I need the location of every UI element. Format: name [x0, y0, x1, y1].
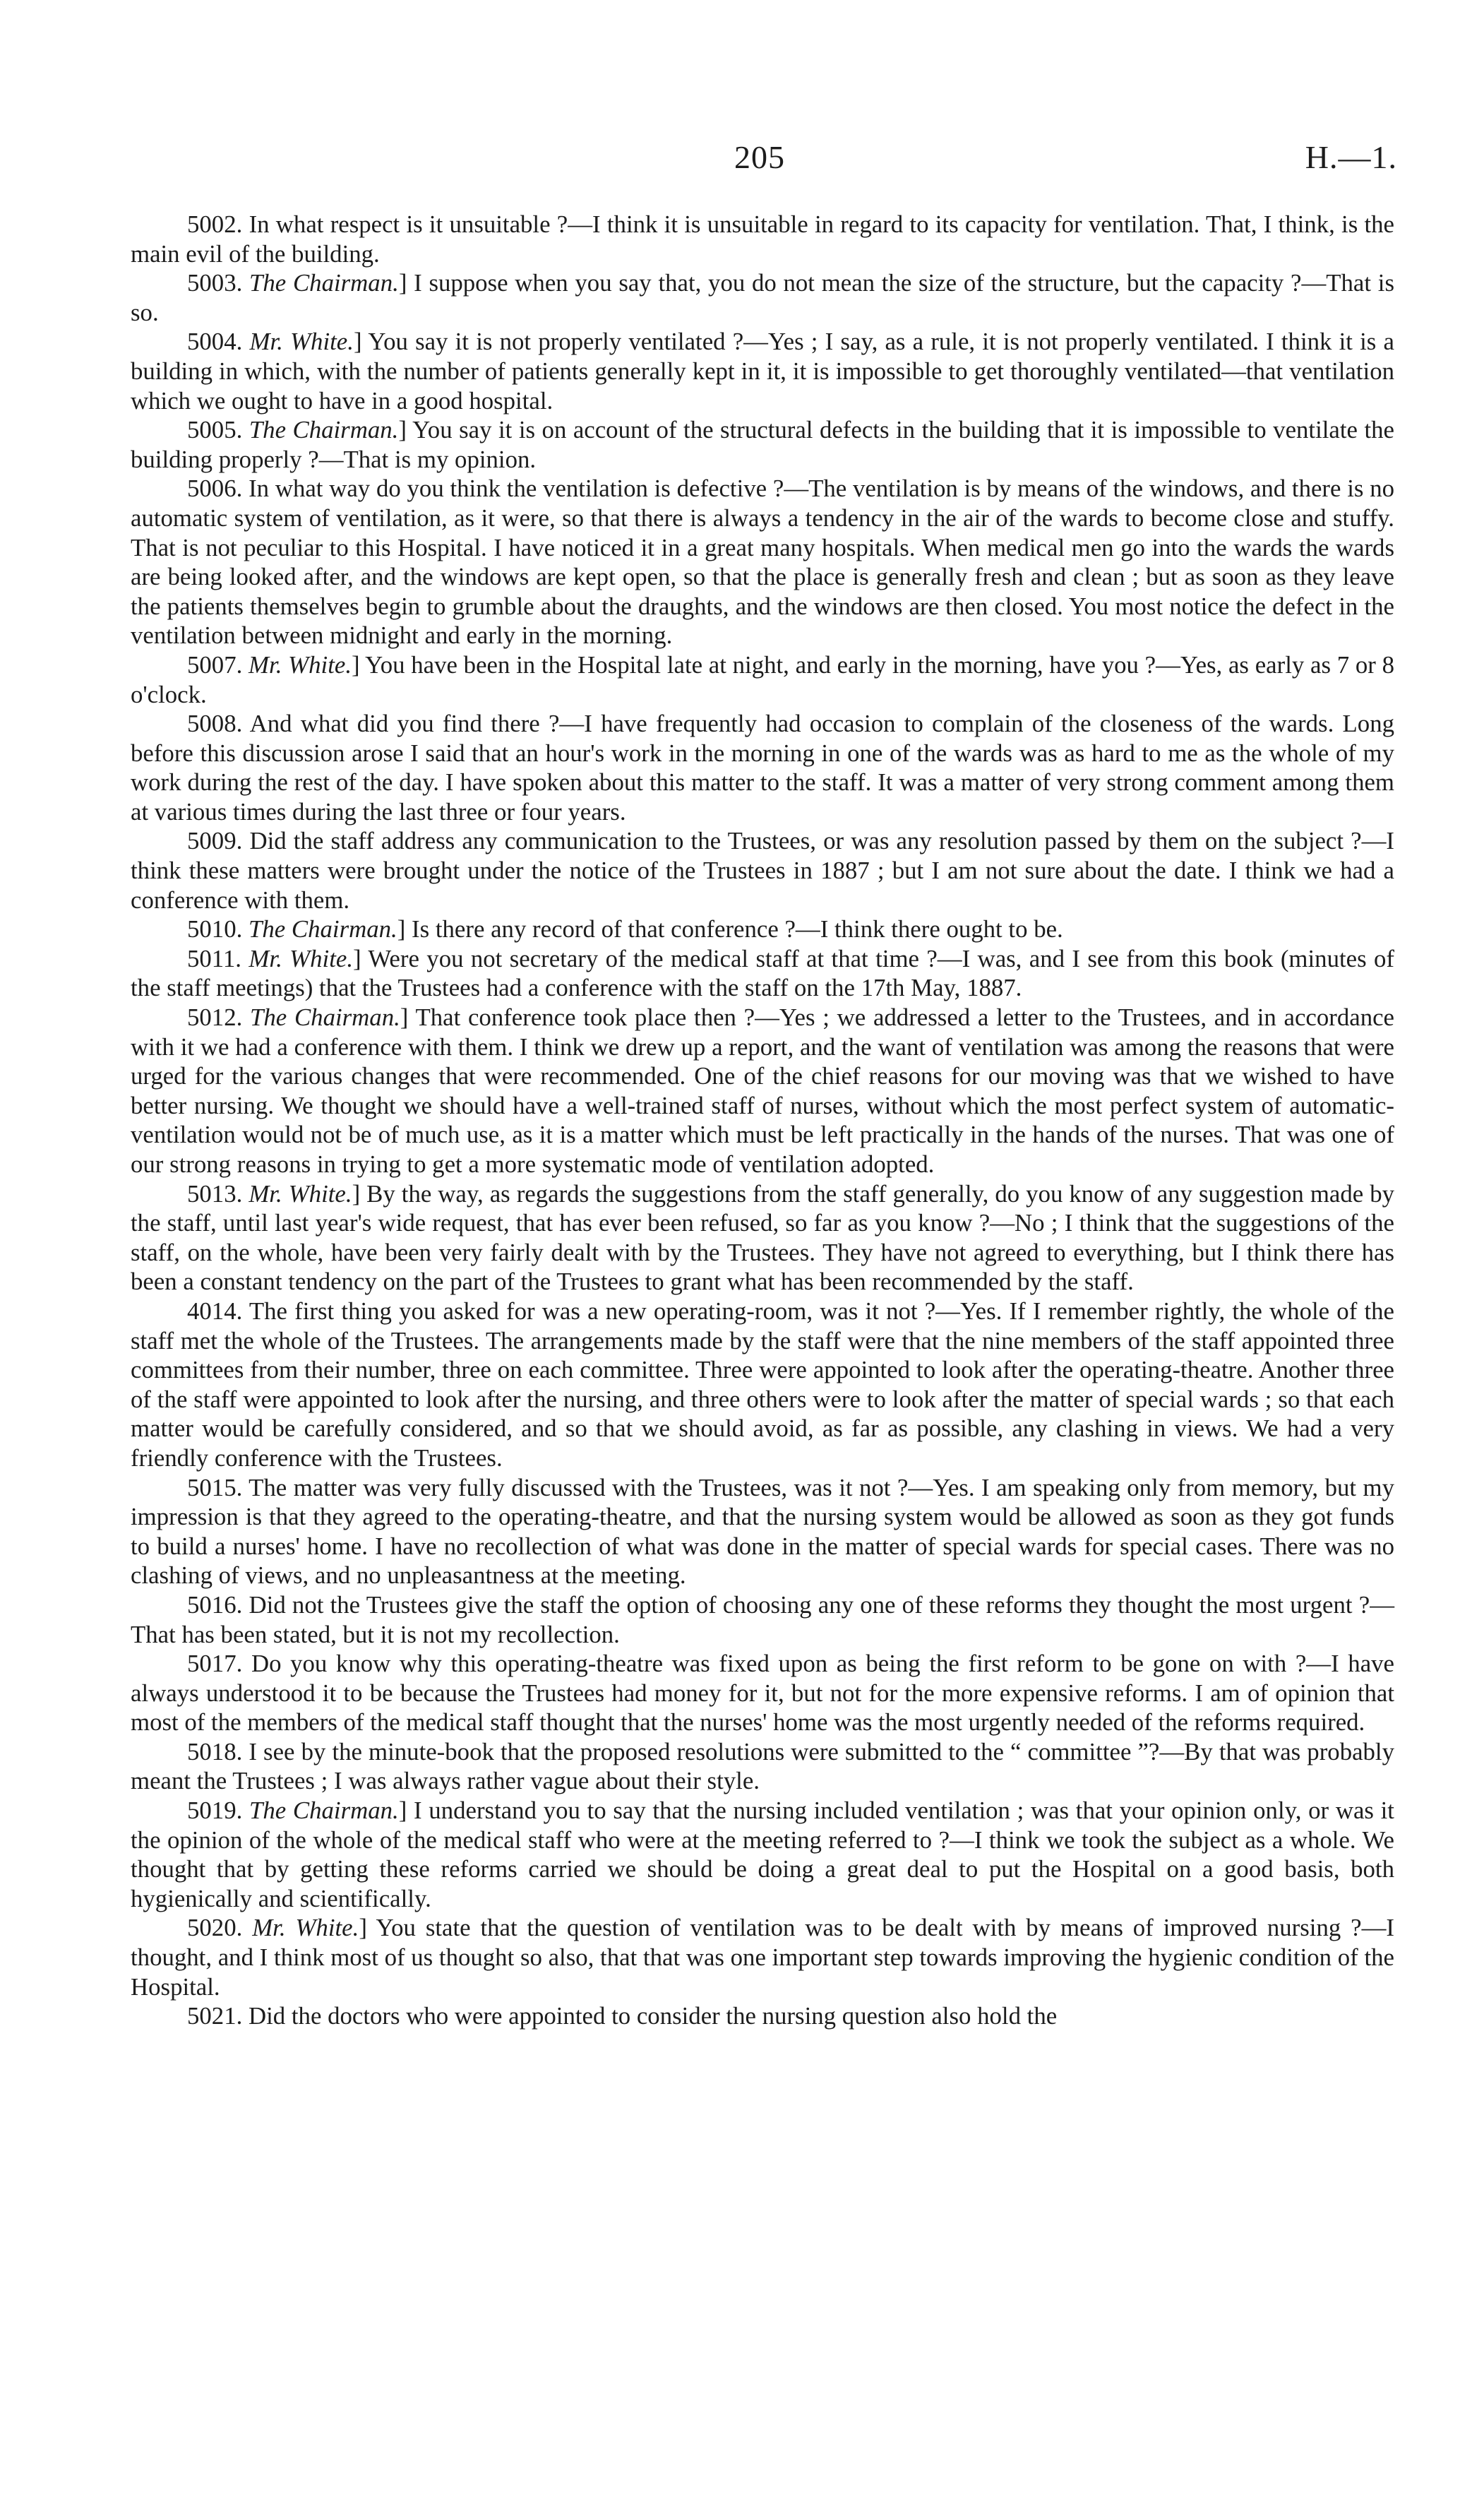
speaker-name: The Chairman.	[249, 416, 399, 444]
testimony-paragraph	[131, 826, 1394, 915]
question-number: 5021.	[187, 2002, 243, 2030]
testimony-paragraph	[131, 268, 1394, 327]
testimony-paragraph	[131, 210, 1394, 268]
testimony-paragraph	[131, 327, 1394, 415]
document-reference: H.—1.	[1305, 139, 1397, 175]
testimony-paragraph	[131, 944, 1394, 1003]
question-number: 5006.	[187, 475, 243, 503]
paragraph-text: The matter was very fully discussed with the Trustees, was it not ?—Yes. I am speaking only from memory, but my impression is that they agreed to the operating-theatre, and that the nursing system would be allowed as soon as they got funds to build a nurses' home. I have no recollection of what was done in the matter of special wards for special cases. There was no clashing of views, and no unpleasantness at the meeting.	[131, 1473, 1394, 1590]
speaker-name: Mr. White.	[249, 650, 352, 679]
question-number: 5017.	[187, 1650, 243, 1678]
paragraph-text: ] You say it is on account of the structural defects in the building that it is impossible to ventilate the building properly ?—That is my opinion.	[131, 416, 1394, 473]
paragraph-text: The first thing you asked for was a new operating-room, was it not ?—Yes. If I remember rightly, the whole of the staff met the whole of the Trustees. The arrangements made by the staff were that the nine members of the staff appointed three committees from their number, three on each committee. Three were appointed to look after the operating-theatre. Another three of the staff were appointed to look after the nursing, and three others were to look after the matter of special wards ; so that each matter would be carefully considered, and so that we should avoid, as far as possible, any clashing in views. We had a very friendly conference with the Trustees.	[131, 1297, 1394, 1472]
testimony-paragraph	[131, 709, 1394, 826]
question-number: 5016.	[187, 1590, 243, 1619]
testimony-paragraph	[131, 1649, 1394, 1737]
question-number: 5005.	[187, 416, 243, 444]
paragraph-text: ] Were you not secretary of the medical staff at that time ?—I was, and I see from this book (minutes of the staff meetings) that the Trustees had a conference with the staff on the 17th May, 1887.	[131, 944, 1394, 1002]
paragraph-text: ] I understand you to say that the nursing included ventilation ; was that your opinion only, or was it the opinion of the whole of the medical staff who were at the meeting referred to ?—I think we took the subject as a whole. We thought that by getting these reforms carried we should be doing a great deal to put the Hospital on a good basis, both hygienically and scientifically.	[131, 1797, 1394, 1912]
question-number: 5009.	[187, 827, 243, 855]
paragraph-text: In what way do you think the ventilation is defective ?—The ventilation is by means of the windows, and there is no automatic system of ventilation, as it were, so that there is always a tendency in the air of the wards to become close and stuffy. That is not peculiar to this Hospital. I have noticed it in a great many hospitals. When medical men go into the wards the wards are being looked after, and the windows are kept open, so that the place is generally fresh and clean ; but as soon as they leave the patients themselves begin to grumble about the draughts, and the windows are then closed. You most notice the defect in the ventilation between midnight and early in the morning.	[131, 475, 1394, 650]
testimony-paragraph	[131, 474, 1394, 650]
testimony-paragraph	[131, 1003, 1394, 1179]
testimony-paragraph	[131, 650, 1394, 709]
question-number: 5018.	[187, 1737, 243, 1765]
question-number: 5010.	[187, 915, 243, 943]
speaker-name: Mr. White.	[252, 1914, 359, 1942]
testimony-paragraph	[131, 1913, 1394, 2001]
paragraph-text: Did the doctors who were appointed to consider the nursing question also hold the	[249, 2002, 1058, 2030]
speaker-name: The Chairman.	[249, 915, 397, 943]
testimony-paragraph	[131, 915, 1394, 944]
question-number: 5015.	[187, 1473, 243, 1501]
testimony-paragraph	[131, 415, 1394, 474]
question-number: 5011.	[187, 944, 242, 972]
speaker-name: The Chairman.	[250, 1004, 400, 1032]
testimony-paragraph	[131, 1297, 1394, 1473]
testimony-paragraph	[131, 1737, 1394, 1796]
testimony-paragraph	[131, 1179, 1394, 1297]
question-number: 5020.	[187, 1914, 243, 1942]
paragraph-text: ] You say it is not properly ventilated ?—Yes ; I say, as a rule, it is not properly ventilated. I think it is a building in which, with the number of patients generally kept in it, it is impossible to get thoroughly ventilated—that ventilation which we ought to have in a good hospital.	[131, 328, 1394, 415]
page-number: 205	[734, 139, 785, 175]
paragraph-text: Did the staff address any communication to the Trustees, or was any resolution passed by them on the subject ?—I think these matters were brought under the notice of the Trustees in 1887 ; but I am not sure about the date. I think we had a conference with them.	[131, 827, 1394, 914]
page-header	[0, 138, 1484, 181]
question-number: 5013.	[187, 1179, 243, 1208]
speaker-name: Mr. White.	[249, 1179, 352, 1208]
paragraph-text: Did not the Trustees give the staff the option of choosing any one of these reforms they thought the most urgent ?—That has been stated, but it is not my recollection.	[131, 1590, 1394, 1648]
question-number: 5019.	[187, 1797, 243, 1825]
paragraph-text: Do you know why this operating-theatre was fixed upon as being the first reform to be gone on with ?—I have always understood it to be because the Trustees had money for it, but not for the more expensive reforms. I am of opinion that most of the members of the medical staff thought that the nurses' home was the most urgently needed of the reforms required.	[131, 1650, 1394, 1737]
paragraph-text: ] By the way, as regards the suggestions from the staff generally, do you know of any suggestion made by the staff, until last year's wide request, that has ever been refused, so far as you know ?—No ; I think that the suggestions of the staff, on the whole, have been very fairly dealt with by the Trustees. They have not agreed to everything, but I think there has been a constant tendency on the part of the Trustees to grant what has been recommended by the staff.	[131, 1179, 1394, 1296]
question-number: 5012.	[187, 1004, 243, 1032]
speaker-name: The Chairman.	[249, 1797, 399, 1825]
paragraph-text: ] You state that the question of ventilation was to be dealt with by means of improved nursing ?—I thought, and I think most of us thought so also, that that was one important step towards improving the hygienic condition of the Hospital.	[131, 1914, 1394, 2001]
document-body	[131, 210, 1394, 2031]
paragraph-text: I see by the minute-book that the proposed resolutions were submitted to the “ committee ”?—By that was probably meant the Trustees ; I was always rather vague about their style.	[131, 1737, 1395, 1795]
paragraph-text: ] That conference took place then ?—Yes ; we addressed a letter to the Trustees, and in accordance with it we had a conference with them. I think we drew up a report, and the want of ventilation was among the reasons that were urged for the various changes that were recommended. One of the chief reasons for our moving was that we wished to have better nursing. We thought we should have a well-trained staff of nurses, without which the most perfect system of automatic-ventilation would not be of much use, as it is a matter which must be left practically in the hands of the nurses. That was one of our strong reasons in trying to get a more systematic mode of ventilation adopted.	[131, 1004, 1394, 1178]
question-number: 5008.	[187, 710, 243, 738]
question-number: 5004.	[187, 328, 243, 356]
testimony-paragraph	[131, 2001, 1394, 2031]
testimony-paragraph	[131, 1796, 1394, 1913]
question-number: 5007.	[187, 650, 243, 679]
paragraph-text: ] I suppose when you say that, you do not mean the size of the structure, but the capacity ?—That is so.	[131, 269, 1394, 326]
speaker-name: Mr. White.	[249, 944, 354, 972]
testimony-paragraph	[131, 1590, 1394, 1649]
paragraph-text: ] Is there any record of that conference ?—I think there ought to be.	[397, 915, 1063, 943]
speaker-name: The Chairman.	[249, 269, 399, 297]
question-number: 5002.	[187, 210, 243, 238]
testimony-paragraph	[131, 1473, 1394, 1590]
paragraph-text: In what respect is it unsuitable ?—I think it is unsuitable in regard to its capacity for ventilation. That, I think, is the main evil of the building.	[131, 210, 1395, 268]
paragraph-text: ] You have been in the Hospital late at night, and early in the morning, have you ?—Yes, as early as 7 or 8 o'clock.	[131, 650, 1395, 708]
paragraph-text: And what did you find there ?—I have frequently had occasion to complain of the closeness of the wards. Long before this discussion arose I said that an hour's work in the morning in one of the wards was as hard to me as the whole of my work during the rest of the day. I have spoken about this matter to the staff. It was a matter of very strong comment among them at various times during the last three or four years.	[131, 710, 1394, 826]
speaker-name: Mr. White.	[249, 328, 354, 356]
question-number: 4014.	[187, 1297, 243, 1325]
question-number: 5003.	[187, 269, 243, 297]
